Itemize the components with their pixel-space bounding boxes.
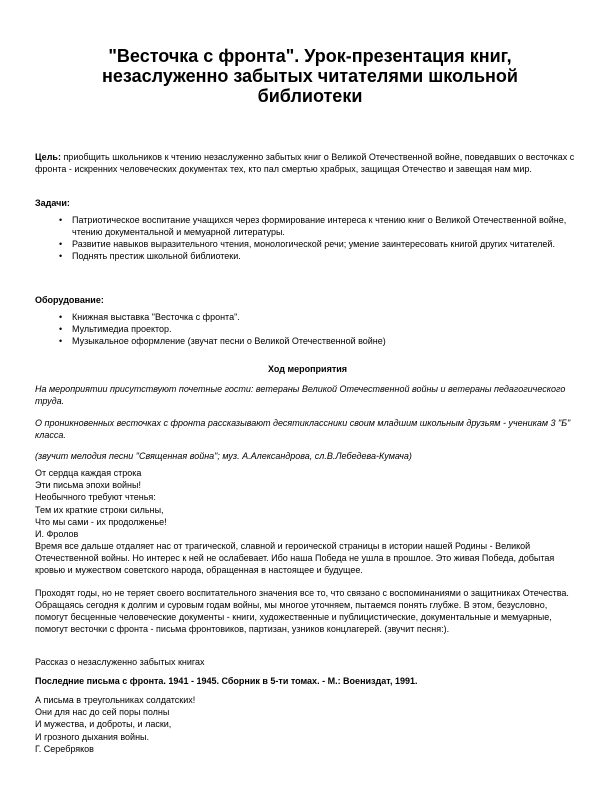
poem-line: От сердца каждая строка	[35, 468, 142, 478]
guests-note: На мероприятии присутствуют почетные гости: ветераны Великой Отечественной войны и ветераны педагогического труда.	[35, 384, 566, 406]
list-item: • Патриотическое воспитание учащихся через формирование интереса к чтению книг о Великой Отечественной войне, чтению документальной и мемуарной литературы.	[35, 214, 580, 238]
tasks-list	[35, 214, 580, 262]
poem-line: И мужества, и доброты, и ласки,	[35, 719, 172, 730]
poem-2	[35, 694, 580, 755]
goal-paragraph	[35, 151, 580, 175]
page-title: "Весточка с фронта". Урок-презентация книг, незаслуженно забытых читателями школьной библиотеки	[102, 46, 518, 106]
equipment-heading: Оборудование:	[35, 295, 104, 305]
list-item: • Музыкальное оформление (звучат песни о Великой Отечественной войне)	[35, 335, 580, 347]
list-item: • Поднять престиж школьной библиотеки.	[35, 250, 580, 262]
course-heading: Ход мероприятия	[267, 364, 348, 374]
poem-author: И. Фролов	[35, 529, 79, 540]
book-title: Последние письма с фронта. 1941 - 1945. Сборник в 5-ти томах. - М.: Воениздат, 1991.	[35, 676, 418, 686]
goal-text: приобщить школьников к чтению незаслуженно забытых книг о Великой Отечественной войне, поведавших о весточках с фронта - искренних человеческих документах тех, кто пал смертью храбрых, защищая Отечество и завещая нам мир.	[35, 152, 575, 174]
poem-line: Что мы сами - их продолженье!	[35, 516, 167, 527]
list-item: • Развитие навыков выразительного чтения, монологической речи; умение заинтересовать книгой других читателей.	[35, 238, 580, 250]
students-note: О проникновенных весточках с фронта рассказывают десятиклассники своим младшим школьным друзьям - ученикам 3 "Б" класса.	[35, 418, 571, 440]
poem-author: Г. Серебряков	[35, 743, 94, 754]
poem-line: А письма в треугольниках солдатских!	[35, 695, 196, 705]
poem-line: Эти письма эпохи войны!	[35, 480, 141, 491]
paragraph-1: Время все дальше отдаляет нас от трагической, славной и героической страницы в истории нашей Родины - Великой Отечественной войны. Но интерес к ней не ослабевает. Ибо наша Победа не ушла в прошлое. Это живая Победа, добытая кровью и мужеством советского народа, обращенная в настоящее и будущее.	[35, 541, 555, 575]
poem-line: Тем их краткие строки сильны,	[35, 504, 164, 515]
poem-line: Они для нас до сей поры полны	[35, 707, 170, 718]
poem-line: Необычного требуют чтенья:	[35, 492, 156, 503]
goal-label: Цель:	[35, 152, 61, 162]
story-heading: Рассказ о незаслуженно забытых книгах	[35, 657, 205, 667]
list-item: • Книжная выставка "Весточка с фронта".	[35, 311, 580, 323]
equipment-list	[35, 311, 580, 347]
paragraph-2: Проходят годы, но не теряет своего воспитательного значения все то, что связано с воспоминаниями о защитниках Отечества. Обращаясь сегодня к долгим и суровым годам войны, мы многое уточняем, пытаемся понять глубже. В этом, безусловно, помогут бесценные человеческие документы - книги, художественные и публицистические, документальные и мемуарные, помогут весточки с фронта - письма фронтовиков, партизан, узников концлагерей. (звучит песня:).	[35, 588, 569, 634]
tasks-heading: Задачи:	[35, 198, 70, 208]
poem-1	[35, 467, 580, 540]
poem-line: И грозного дыхания войны.	[35, 731, 150, 742]
list-item: • Мультимедиа проектор.	[35, 323, 580, 335]
music-note: (звучит мелодия песни "Священная война"; муз. А.Александрова, сл.В.Лебедева-Кумача)	[35, 451, 412, 461]
